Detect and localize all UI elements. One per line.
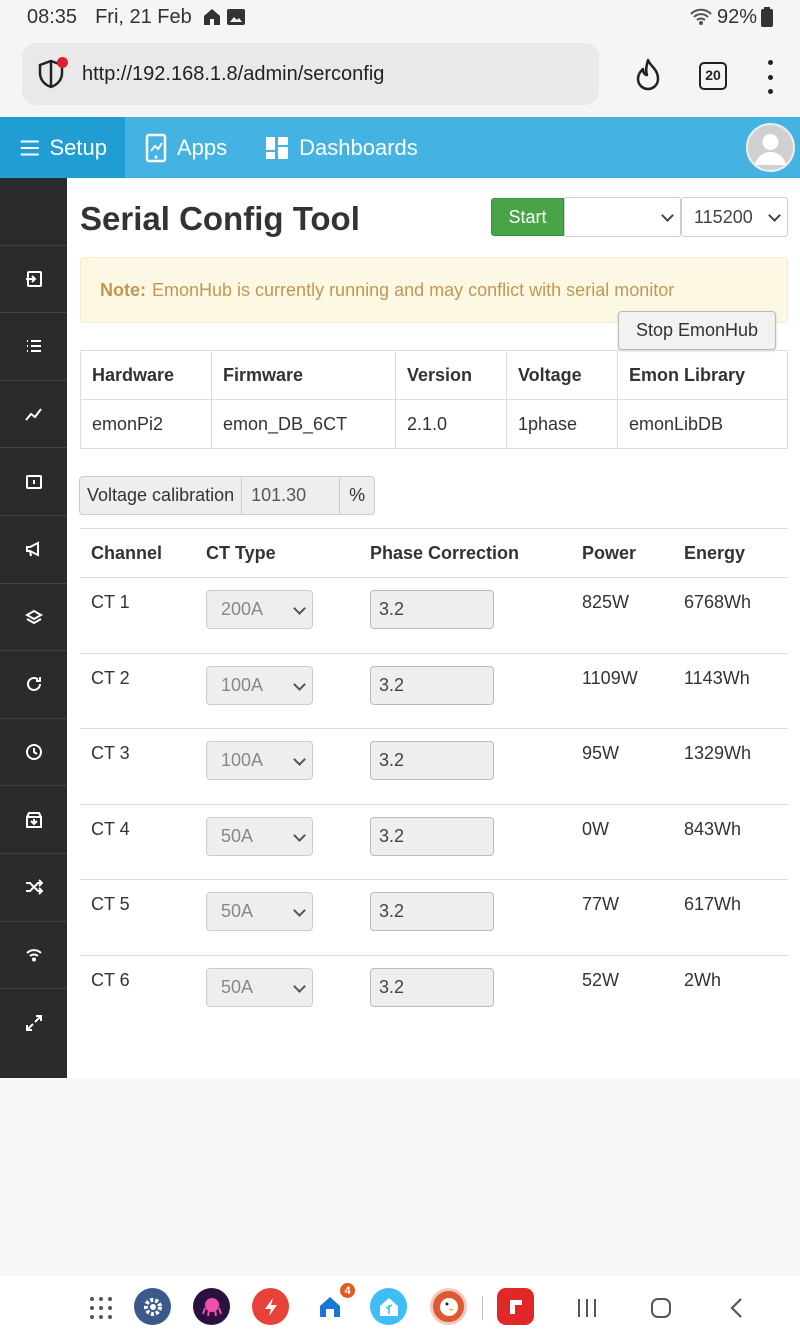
expand-icon (25, 1014, 43, 1032)
table-row (80, 804, 788, 880)
sidebar-item-mqtt[interactable] (0, 854, 67, 922)
back-button-icon[interactable] (728, 1297, 744, 1319)
main-content (67, 178, 800, 1078)
serial-port-select[interactable] (564, 197, 681, 237)
note-text: EmonHub is currently running and may conflict with serial monitor (152, 279, 675, 300)
voltage-calibration-input[interactable]: 101.30 (242, 476, 340, 515)
hw-value-version: 2.1.0 (396, 400, 507, 449)
page-title: Serial Config Tool (80, 200, 360, 237)
status-bar (0, 0, 800, 34)
taskbar-divider (482, 1296, 483, 1320)
hardware-table (80, 350, 788, 449)
tablet-icon (145, 133, 167, 163)
user-avatar[interactable] (746, 123, 795, 172)
bolt-app-icon[interactable] (252, 1288, 289, 1325)
home-app-badge: 4 (339, 1282, 356, 1299)
hw-value-voltage: 1phase (507, 400, 618, 449)
ch-header-ct-type: CT Type (195, 529, 359, 578)
chevron-down-icon (293, 602, 306, 615)
flipboard-app-icon[interactable] (497, 1288, 534, 1325)
sidebar-item-graphs[interactable] (0, 381, 67, 449)
sidebar-item-blank (0, 178, 67, 246)
image-notification-icon (226, 7, 246, 27)
battery-percent: 92% (716, 5, 757, 28)
shuffle-icon (25, 878, 43, 896)
wifi-icon (25, 946, 43, 964)
flame-icon[interactable] (634, 58, 662, 92)
app-drawer-icon[interactable] (89, 1296, 113, 1320)
channel-energy: 1329Wh (673, 729, 788, 805)
browser-bar (0, 34, 800, 117)
layers-icon (25, 608, 43, 626)
table-row (80, 578, 788, 654)
voltage-calibration-group (79, 476, 375, 515)
home-notification-icon (202, 7, 222, 27)
channel-table (80, 528, 788, 1031)
android-nav-bar (0, 1276, 800, 1340)
wifi-status-icon (689, 7, 713, 27)
baud-rate-value: 115200 (694, 206, 753, 227)
ct-type-select[interactable]: 50A (206, 817, 313, 856)
sidebar-item-expand[interactable] (0, 989, 67, 1057)
sidebar-item-backup[interactable] (0, 786, 67, 854)
ct-type-select[interactable]: 200A (206, 590, 313, 629)
ch-header-channel: Channel (80, 529, 195, 578)
nav-apps-label: Apps (177, 134, 228, 160)
hw-header-hardware: Hardware (81, 351, 212, 400)
status-right (689, 6, 773, 29)
sidebar-item-sync[interactable] (0, 516, 67, 584)
phase-correction-input[interactable]: 3.2 (370, 892, 494, 931)
status-date: Fri, 21 Feb (95, 5, 192, 28)
table-row (80, 653, 788, 729)
recent-apps-icon[interactable] (576, 1297, 598, 1319)
hw-value-hardware: emonPi2 (81, 400, 212, 449)
list-icon (25, 337, 43, 355)
app-nav (0, 117, 800, 178)
url-text[interactable]: http://192.168.1.8/admin/serconfig (82, 62, 385, 85)
phase-correction-input[interactable]: 3.2 (370, 968, 494, 1007)
channel-power: 95W (571, 729, 673, 805)
phase-correction-input[interactable]: 3.2 (370, 741, 494, 780)
nav-dashboards-label: Dashboards (299, 134, 418, 160)
duckduckgo-app-icon[interactable] (430, 1288, 467, 1325)
sign-in-icon (25, 270, 43, 288)
ct-type-select[interactable]: 50A (206, 968, 313, 1007)
chevron-down-icon (293, 905, 306, 918)
nav-dashboards[interactable] (245, 117, 436, 178)
home-assistant-app-icon[interactable] (370, 1288, 407, 1325)
megaphone-icon (25, 540, 43, 558)
channel-power: 1109W (571, 653, 673, 729)
channel-power: 0W (571, 804, 673, 880)
sidebar-item-layers[interactable] (0, 584, 67, 652)
shield-icon[interactable] (36, 59, 66, 89)
channel-name: CT 6 (80, 955, 195, 1031)
chevron-down-icon (293, 678, 306, 691)
channel-power: 825W (571, 578, 673, 654)
settings-app-icon[interactable] (134, 1288, 171, 1325)
channel-energy: 2Wh (673, 955, 788, 1031)
channel-name: CT 4 (80, 804, 195, 880)
sidebar (0, 178, 67, 1078)
start-button[interactable]: Start (491, 198, 564, 236)
sidebar-item-feeds[interactable] (0, 313, 67, 381)
shield-alert-dot (57, 57, 68, 68)
nav-setup-label: Setup (49, 134, 107, 160)
octopus-app-icon[interactable] (193, 1288, 230, 1325)
archive-download-icon (25, 811, 43, 829)
voltage-calibration-label: Voltage calibration (79, 476, 242, 515)
refresh-icon (25, 675, 43, 693)
ct-type-select[interactable]: 50A (206, 892, 313, 931)
channel-name: CT 1 (80, 578, 195, 654)
chevron-down-icon (293, 753, 306, 766)
home-button-icon[interactable] (650, 1297, 672, 1319)
sidebar-item-network[interactable] (0, 922, 67, 990)
channel-power: 52W (571, 955, 673, 1031)
table-row (80, 955, 788, 1031)
channel-energy: 1143Wh (673, 653, 788, 729)
nav-apps[interactable] (125, 117, 245, 178)
menu-icon (20, 137, 40, 159)
sidebar-item-inputs[interactable] (0, 246, 67, 314)
hw-header-voltage: Voltage (507, 351, 618, 400)
hw-header-version: Version (396, 351, 507, 400)
tab-count-button[interactable]: 20 (699, 62, 727, 90)
ch-header-power: Power (571, 529, 673, 578)
sidebar-item-device[interactable] (0, 448, 67, 516)
battery-icon (761, 7, 773, 27)
browser-menu-icon[interactable] (760, 60, 780, 94)
device-icon (25, 473, 43, 491)
home-app-icon[interactable] (311, 1285, 351, 1325)
ct-type-select[interactable]: 100A (206, 741, 313, 780)
chevron-down-icon (293, 829, 306, 842)
channel-name: CT 5 (80, 880, 195, 956)
sidebar-item-history[interactable] (0, 719, 67, 787)
baud-rate-select[interactable] (681, 197, 788, 237)
table-row (80, 880, 788, 956)
channel-name: CT 2 (80, 653, 195, 729)
chevron-down-icon (768, 209, 781, 222)
status-time: 08:35 (27, 5, 78, 28)
note-label: Note: (100, 279, 146, 300)
sidebar-item-update[interactable] (0, 651, 67, 719)
nav-setup[interactable] (0, 117, 125, 178)
chevron-down-icon (661, 209, 674, 222)
ch-header-phase: Phase Correction (359, 529, 571, 578)
phase-correction-input[interactable]: 3.2 (370, 666, 494, 705)
hw-value-library: emonLibDB (618, 400, 788, 449)
channel-energy: 843Wh (673, 804, 788, 880)
clock-icon (25, 743, 43, 761)
phase-correction-input[interactable]: 3.2 (370, 590, 494, 629)
address-bar[interactable] (22, 43, 599, 105)
stop-emonhub-button[interactable]: Stop EmonHub (618, 311, 776, 350)
ch-header-energy: Energy (673, 529, 788, 578)
dashboard-icon (265, 136, 289, 160)
channel-energy: 6768Wh (673, 578, 788, 654)
hw-header-firmware: Firmware (212, 351, 396, 400)
hw-header-library: Emon Library (618, 351, 788, 400)
phase-correction-input[interactable]: 3.2 (370, 817, 494, 856)
channel-power: 77W (571, 880, 673, 956)
voltage-calibration-unit: % (340, 476, 375, 515)
chevron-down-icon (293, 980, 306, 993)
hw-value-firmware: emon_DB_6CT (212, 400, 396, 449)
channel-energy: 617Wh (673, 880, 788, 956)
line-chart-icon (25, 405, 43, 423)
ct-type-select[interactable]: 100A (206, 666, 313, 705)
channel-name: CT 3 (80, 729, 195, 805)
table-row (80, 729, 788, 805)
